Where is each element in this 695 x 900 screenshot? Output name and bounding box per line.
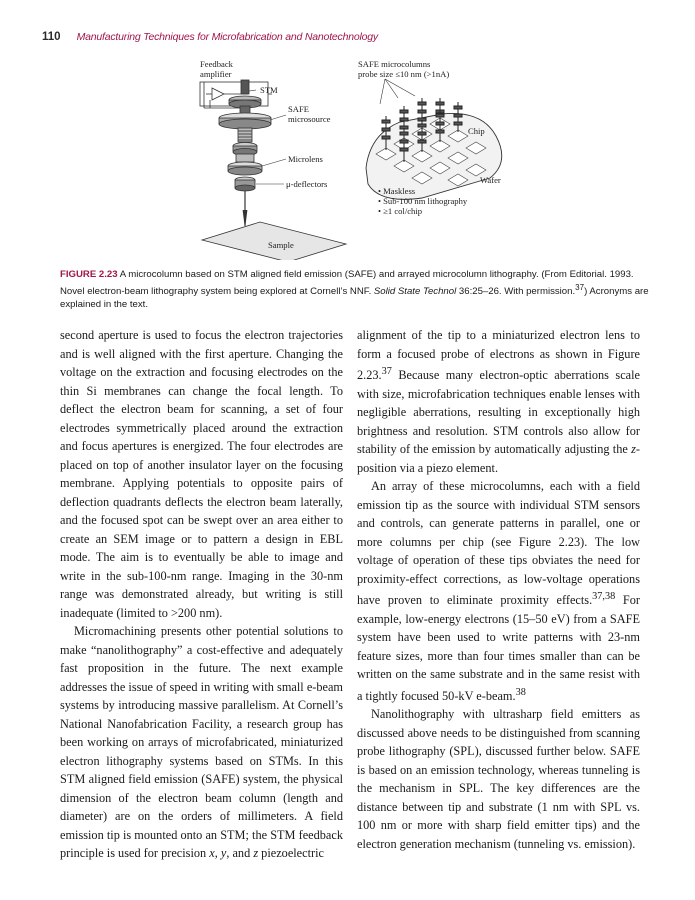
left-p2-end: piezoelectric <box>258 846 324 860</box>
page-header <box>42 31 662 47</box>
left-column <box>60 326 343 863</box>
label-deflectors: μ-deflectors <box>286 179 328 189</box>
figure-label: FIGURE 2.23 <box>60 269 118 280</box>
ref-37-38: 37,38 <box>592 591 616 603</box>
microlens-leader <box>262 159 286 166</box>
label-columns-2: probe size ≤10 nm (>1nA) <box>358 69 450 79</box>
var-x: x <box>209 846 215 860</box>
right-paragraph-1 <box>357 326 640 477</box>
label-sample: Sample <box>268 240 294 250</box>
caption-text-2: 36:25–26. With permission. <box>456 286 576 298</box>
left-paragraph-2 <box>60 622 343 863</box>
left-paragraph-1: second aperture is used to focus the electron trajectories and is well aligned with the first aperture. Changing the voltage on the extraction and focusing electrodes on the thin Si membranes can change the focal length. To deflect the electron beam for scanning, a set of four electrodes symmetrically placed around the extraction and focus apertures is energized. The four electrodes are placed on top of another insulator layer on the focusing membrane. Applying potentials to opposite pairs of deflection quadrants deflects the electron beam laterally, and the focused spot can be swept over an area either to create an SEM image or to pattern a design in EBL mode. The aim is to eventually be able to image and write in the sub-100-nm range. Imaging in the 30-nm range was demonstrated already, but writing is still inadequate (limited to >200 nm). <box>60 328 343 620</box>
running-title: Manufacturing Techniques for Microfabrication and Nanotechnology <box>76 31 378 43</box>
ref-38: 38 <box>515 686 526 698</box>
sep-2: , and <box>226 846 254 860</box>
safe-leader <box>270 115 286 120</box>
bullet-3: • ≥1 col/chip <box>378 206 423 216</box>
sep-1: , <box>214 846 221 860</box>
var-z: z <box>253 846 259 860</box>
caption-text-3: ) Acronyms are explained in the text. <box>60 286 649 311</box>
bullet-2: • Sub-100 nm lithography <box>378 196 468 206</box>
figure-diagram <box>190 58 525 260</box>
label-wafer: Wafer <box>480 175 501 185</box>
figure-caption <box>60 268 650 311</box>
left-p2-text: Micromachining presents other potential solutions to make “nanolithography” a cost-effective and adequately fast proposition in the future. The next example addresses the issue of speed in writing with small e-beam systems by introducing massive parallelism. At Cornell’s National Nanofabrication Facility, a research group has been working on arrays of microfabricated, miniaturized electron lithography systems based on STMs. In this STM aligned field emission (SAFE) system, the physical dimension of the electron beam column (length and diameter) are on the orders of millimeters. A field emission tip is mounted onto an STM; the STM feedback principle is used for precision <box>60 624 343 860</box>
label-safe-2: microsource <box>288 114 331 124</box>
right-column <box>357 326 640 853</box>
right-paragraph-2 <box>357 477 640 705</box>
right-p1-b: Because many electron-optic aberrations scale with size, microfabrication techniques enable lenses with negligible aberrations, resulting in exceptionally high brightness and resolution. STM controls also allow for stability of the emission by automatically adjusting the <box>357 368 640 457</box>
right-p1-a: alignment of the tip to a miniaturized electron lens to form a focused probe of electrons as shown in Figure 2.23. <box>357 328 640 383</box>
label-microlens: Microlens <box>288 154 323 164</box>
label-safe-1: SAFE <box>288 104 310 114</box>
var-z-right: z <box>631 442 636 457</box>
label-feedback-2: amplifier <box>200 69 232 79</box>
label-chip: Chip <box>468 126 485 136</box>
right-p2-a: An array of these microcolumns, each with a field emission tip as the source with individual STM sensors and controls, can generate patterns in parallel, one or more columns per chip (see Figure 2.23). The low voltage of operation of these tips obviates the need for proximity-effect corrections, as low-voltage operations have proven to eliminate proximity effects. <box>357 479 640 608</box>
caption-journal: Solid State Technol <box>373 286 457 298</box>
right-p2-b: For example, low-energy electrons (15–50 eV) from a SAFE system have been used to write patterns with 23-nm feature sizes, more than four times smaller than can be written on the same substrate and in the same resist with a tightly focused 50-kV e-beam. <box>357 593 640 703</box>
column-stack <box>219 80 271 226</box>
right-p1-c: -position via a piezo element. <box>357 442 640 475</box>
ref-37: 37 <box>381 366 392 377</box>
caption-ref: 37 <box>575 283 585 292</box>
var-y: y <box>220 846 227 860</box>
right-paragraph-3: Nanolithography with ultrasharp field emitters as discussed above needs to be distinguished from scanning probe lithography (SPL), discussed further below. SAFE is based on an emission technology, whereas tunneling is the mechanism in SPL. The key differences are the distance between tip and substrate (1 nm with SPL vs. 100 nm or more with sharp field emitter tips) and the electron generation mechanism (tunneling vs. emission). <box>357 707 640 851</box>
label-feedback-1: Feedback <box>200 59 233 69</box>
label-stm: STM <box>260 85 278 95</box>
bullet-1: • Maskless <box>378 186 416 196</box>
label-columns-1: SAFE microcolumns <box>358 59 431 69</box>
pointer-lines <box>380 79 415 104</box>
caption-text-1: A microcolumn based on STM aligned field emission (SAFE) and arrayed microcolumn lithography. (From Editorial. 1993. Novel electron-beam lithography system being explored at Cornell’s NNF. <box>60 269 634 298</box>
page-number: 110 <box>42 31 61 43</box>
